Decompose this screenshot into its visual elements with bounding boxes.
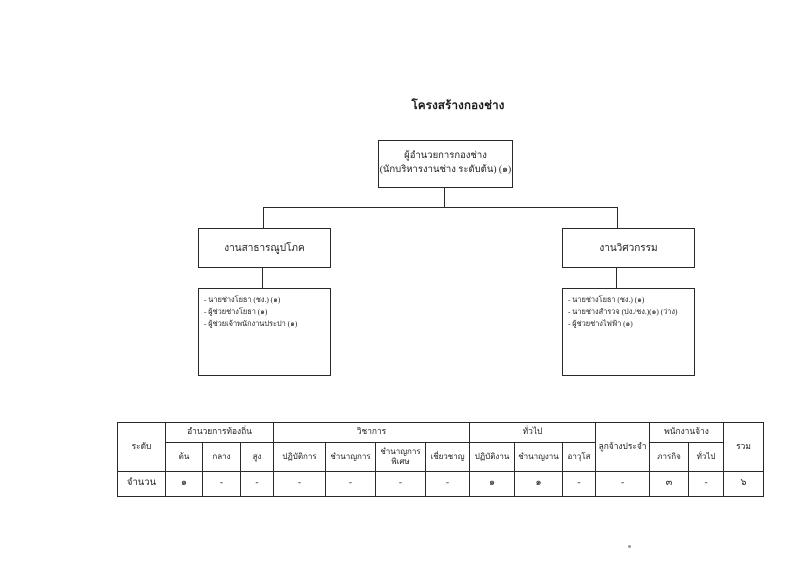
col-header-expert: เชี่ยวชาญ xyxy=(426,443,470,472)
connector-right-detail-drop xyxy=(616,268,617,288)
value-cell: - xyxy=(274,472,326,497)
org-box-director xyxy=(378,140,513,188)
col-header-senior-professional: ชำนาญการพิเศษ xyxy=(376,443,426,472)
value-cell: - xyxy=(376,472,426,497)
row-label-count: จำนวน xyxy=(118,472,166,497)
scan-speck xyxy=(628,545,631,548)
director-title: ผู้อำนวยการกองช่าง xyxy=(404,151,487,162)
value-cell: - xyxy=(596,472,650,497)
col-header-total: รวม xyxy=(724,423,764,472)
connector-root-drop xyxy=(444,188,445,208)
position-item: - ผู้ช่วยเจ้าพนักงานประปา (๑) xyxy=(204,319,298,328)
col-header-mission: ภารกิจ xyxy=(650,443,689,472)
value-cell: - xyxy=(241,472,274,497)
col-header-middle: กลาง xyxy=(203,443,241,472)
position-item: - ผู้ช่วยช่างโยธา (๑) xyxy=(204,307,268,316)
org-box-public-utilities xyxy=(198,228,331,268)
branch-label: งานวิศวกรรม xyxy=(599,242,658,254)
value-cell: - xyxy=(203,472,241,497)
col-header-senior: อาวุโส xyxy=(563,443,596,472)
connector-horizontal xyxy=(263,207,618,208)
col-header-professional: ชำนาญการ xyxy=(326,443,376,472)
value-cell: - xyxy=(689,472,724,497)
position-item: - นายช่างโยธา (ชง.) (๑) xyxy=(204,295,281,304)
col-header-operation: ปฏิบัติงาน xyxy=(470,443,515,472)
page-title: โครงสร้างกองช่าง xyxy=(411,100,505,112)
group-header-academic: วิชาการ xyxy=(274,423,470,443)
col-header-general-hire: ทั่วไป xyxy=(689,443,724,472)
col-header-level: ระดับ xyxy=(118,423,166,472)
value-cell: - xyxy=(326,472,376,497)
branch-label: งานสาธารณูปโภค xyxy=(224,242,305,254)
value-cell: - xyxy=(563,472,596,497)
staffing-table xyxy=(117,422,764,497)
org-box-public-utilities-positions xyxy=(198,288,331,376)
connector-left-detail-drop xyxy=(262,268,263,288)
col-header-experienced: ชำนาญงาน xyxy=(515,443,563,472)
connector-left-drop xyxy=(263,207,264,228)
value-cell: ๓ xyxy=(650,472,689,497)
director-subtitle: (นักบริหารงานช่าง ระดับต้น) (๑) xyxy=(379,165,512,175)
org-box-engineering-positions xyxy=(562,288,695,376)
value-cell: ๑ xyxy=(515,472,563,497)
connector-right-drop xyxy=(617,207,618,228)
value-cell: ๖ xyxy=(724,472,764,497)
table-group-header-row xyxy=(118,423,764,443)
org-box-engineering xyxy=(562,228,695,268)
table-sub-header-row xyxy=(118,443,764,472)
col-header-permanent-employee: ลูกจ้างประจำ xyxy=(596,423,650,472)
value-cell: ๑ xyxy=(470,472,515,497)
value-cell: ๑ xyxy=(166,472,203,497)
value-cell: - xyxy=(426,472,470,497)
position-item: - นายช่างโยธา (ชง.) (๑) xyxy=(568,295,645,304)
position-item: - ผู้ช่วยช่างไฟฟ้า (๑) xyxy=(568,319,633,328)
group-header-general: ทั่วไป xyxy=(470,423,596,443)
col-header-entry: ต้น xyxy=(166,443,203,472)
table-data-row xyxy=(118,472,764,497)
col-header-high: สูง xyxy=(241,443,274,472)
group-header-hired-staff: พนักงานจ้าง xyxy=(650,423,724,443)
position-item: - นายช่างสำรวจ (ปง./ชง.)(๑) (ว่าง) xyxy=(568,307,678,316)
col-header-operational: ปฏิบัติการ xyxy=(274,443,326,472)
group-header-local-directorate: อำนวยการท้องถิ่น xyxy=(166,423,274,443)
